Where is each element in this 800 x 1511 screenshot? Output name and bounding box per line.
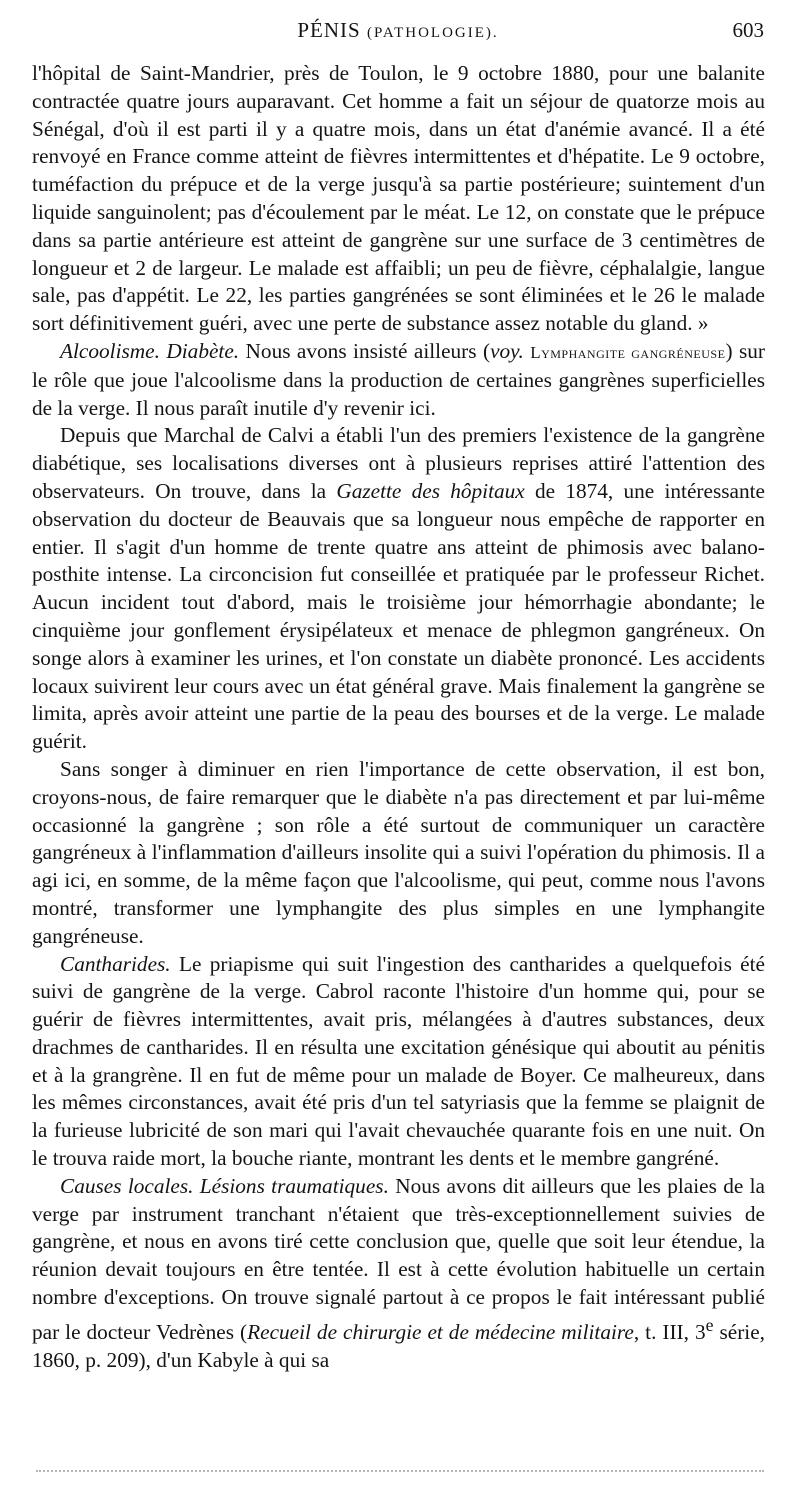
paragraph — [32, 951, 765, 1173]
text-run: ) sur le rôle que joue l'alcoolisme dans la production de certaines gangrènes superficielles de la verge. Il nous paraît inutile d'y revenir ici. — [32, 338, 765, 420]
paragraph — [32, 756, 765, 951]
text-run: de 1874, une intéressante observation du docteur de Beauvais que sa longueur nous empêche de rapporter en entier. Il s'agit d'un homme de trente quatre ans atteint de phimosis avec balano-posthite intense. La circoncision fut conseillée et pratiquée par le professeur Richet. Aucun incident tout d'abord, mais le troisième jour hémorrhagie abondante; le cinquième jour gonflement érysipélateux et menace de phlegmon gangréneux. On songe alors à examiner les urines, et l'on constate un diabète prononcé. Les accidents locaux suivirent leur cours avec un état général grave. Mais finalement la gangrène se limita, après avoir atteint une partie de la peau des bourses et de la verge. Le malade guérit. — [32, 478, 766, 754]
text-run: Sans songer à diminuer en rien l'importance de cette observation, il est bon, croyons-nous, de faire remarquer que le diabète n'a pas directement et par lui-même occasionné la gangrène ; son rôle a été surtout de communiquer un caractère gangréneux à l'inflammation d'ailleurs insolite qui a suivi l'opération du phimosis. Il a agi ici, en somme, de la même façon que l'alcoolisme, qui peut, comme nous l'avons montré, transformer une lymphangite des plus simples en une lymphangite gangréneuse. — [32, 756, 765, 948]
page-header — [32, 12, 764, 48]
text-run: série, 1860, p. 209), d'un Kabyle à qui sa — [32, 1319, 765, 1372]
text-run: Nous avons insisté ailleurs ( — [239, 338, 491, 363]
text-run: Depuis que Marchal de Calvi a établi l'un des premiers l'existence de la gangrène diabétique, ses localisations diverses ont à plusieurs reprises attiré l'attention des observateurs. On trouve, dans la — [32, 423, 765, 503]
paragraph — [32, 422, 765, 756]
italic-text: Alcoolisme. Diabète. — [60, 338, 240, 363]
running-head-subtitle: (PATHOLOGIE). — [366, 25, 499, 41]
paragraph — [32, 60, 765, 338]
text-run: l'hôpital de Saint-Mandrier, près de Toulon, le 9 octobre 1880, pour une balanite contractée quatre jours auparavant. Cet homme a fait un séjour de quatorze mois au Sénégal, d'où il est parti il y a quatre mois, dans un état d'anémie avancé. Il a été renvoyé en France comme atteint de fièvres intermittentes et d'hépatite. Le 9 octobre, tuméfaction du prépuce et de la verge jusqu'à sa partie postérieure; suintement d'un liquide sanguinolent; pas d'écoulement par le méat. Le 12, on constate que le prépuce dans sa partie antérieure est atteint de gangrène sur une surface de 3 centimètres de longueur et 2 de largeur. Le malade est affaibli; un peu de fièvre, céphalalgie, langue sale, pas d'appétit. Le 22, les parties gangrénées se sont éliminées et le 26 le malade sort définitivement guéri, avec une perte de substance assez notable du gland. » — [32, 61, 765, 336]
paragraph — [32, 1173, 765, 1375]
italic-text: Cantharides. — [60, 951, 171, 976]
small-caps-text: Lymphangite gangréneuse — [530, 342, 726, 362]
italic-text: Gazette des hôpitaux — [336, 478, 525, 503]
italic-text: Causes locales. Lésions traumatiques. — [60, 1173, 389, 1198]
running-head — [32, 18, 764, 43]
superscript-text: e — [705, 1314, 714, 1335]
running-head-title: PÉNIS — [297, 18, 361, 42]
body-text — [32, 60, 765, 1375]
paragraph — [32, 338, 765, 422]
italic-text: voy. — [490, 338, 524, 363]
page-number: 603 — [732, 18, 764, 42]
italic-text: Recueil de chirurgie et de médecine militaire — [247, 1319, 634, 1344]
text-run: Le priapisme qui suit l'ingestion des cantharides a quelquefois été suivi de gangrène de la verge. Cabrol raconte l'histoire d'un homme qui, pour se guérir de fièvres intermittentes, avait pris, mélangées à d'autres substances, deux drachmes de cantharides. Il en résulta une excitation génésique qui aboutit au pénitis et à la grangrène. Il en fut de même pour un malade de Boyer. Ce malheureux, dans les mêmes circonstances, avait été pris d'un tel satyriasis que la femme se plaignit de la furieuse lubricité de son mari qui l'avait chevauchée quarante fois en une nuit. On le trouva raide mort, la bouche riante, montrant les dents et le membre gangréné. — [32, 951, 765, 1171]
text-run: , t. III, 3 — [633, 1319, 706, 1344]
bottom-scan-artifact — [36, 1470, 764, 1476]
text-run: Nous avons dit ailleurs que les plaies de la verge par instrument tranchant n'étaient que très-exceptionnellement suivies de gangrène, et nous en avons tiré cette conclusion que, quelle que soit leur étendue, la réunion devait toujours en être tentée. Il est à cette évolution habituelle un certain nombre d'exceptions. On trouve signalé partout à ce propos le fait intéressant publié par le docteur Vedrènes ( — [32, 1173, 765, 1344]
